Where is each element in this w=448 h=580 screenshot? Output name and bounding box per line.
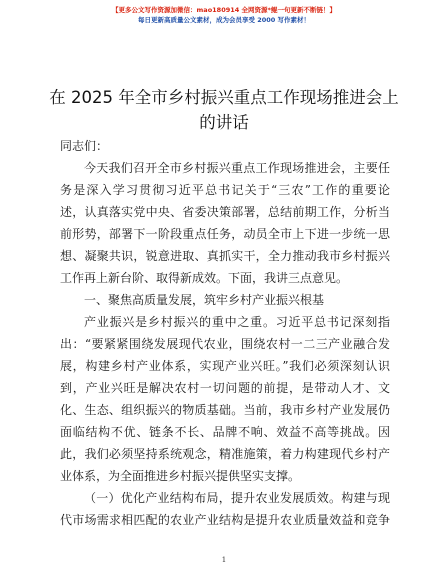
- paragraph-line: 到，产业兴旺是解决农村一切问题的前提，是带动人才、文: [60, 381, 390, 395]
- paragraph-line: 此，我们必须坚持系统观念，精准施策，着力构建现代乡村产: [60, 447, 390, 461]
- title-line: 的讲话: [199, 113, 249, 132]
- promo-banner-line-2: 每日更新高质量公文素材，成为会员享受 2000 写作素材！: [137, 16, 311, 24]
- paragraph-line: 产业振兴是乡村振兴的重中之重。习近平总书记深刻指: [84, 315, 390, 329]
- salutation: 同志们：: [60, 139, 109, 153]
- paragraph-line: 前形势，部署下一阶段重点任务，动员全市上下进一步统一思: [60, 227, 390, 241]
- paragraph-line: 工作再上新台阶、取得新成效。下面，我讲三点意见。: [60, 271, 349, 285]
- promo-banner-line-1: 【更多公文写作资源加微信：mao180914 全网资源*鲲一句更新不断链！】: [112, 6, 336, 14]
- section-heading: 一、聚焦高质量发展，筑牢乡村产业振兴根基: [84, 293, 325, 307]
- paragraph-line: 述，认真落实党中央、省委决策部署，总结前期工作，分析当: [60, 205, 390, 219]
- page-number: 1: [221, 556, 227, 564]
- paragraph-line: 想、凝聚共识，锐意进取、真抓实干，全力推动我市乡村振兴: [60, 249, 390, 263]
- subsection-heading: （一）优化产业结构布局，提升农业发展质效。构建与现: [84, 491, 390, 505]
- paragraph-line: 化、生态、组织振兴的物质基础。当前，我市乡村产业发展仍: [60, 403, 390, 417]
- paragraph-line: 今天我们召开全市乡村振兴重点工作现场推进会，主要任: [84, 161, 390, 175]
- paragraph-line: 出：“要紧紧围绕发展现代农业，围绕农村一二三产业融合发: [60, 337, 390, 351]
- paragraph-line: 面临结构不优、链条不长、品牌不响、效益不高等挑战。因: [60, 425, 390, 439]
- document-title: [40, 85, 408, 135]
- paragraph-line: 代市场需求相匹配的农业产业结构是提升农业质量效益和竞争: [60, 513, 390, 527]
- paragraph-line: 务是深入学习贯彻习近平总书记关于“三农”工作的重要论: [60, 183, 390, 197]
- document-body: [60, 135, 390, 531]
- paragraph-line: 业体系，为全面推进乡村振兴提供坚实支撑。: [60, 469, 301, 483]
- title-line: 在 2025 年全市乡村振兴重点工作现场推进会上: [49, 88, 399, 107]
- paragraph-line: 展，构建乡村产业体系，实现产业兴旺。”我们必须深刻认识: [60, 359, 390, 373]
